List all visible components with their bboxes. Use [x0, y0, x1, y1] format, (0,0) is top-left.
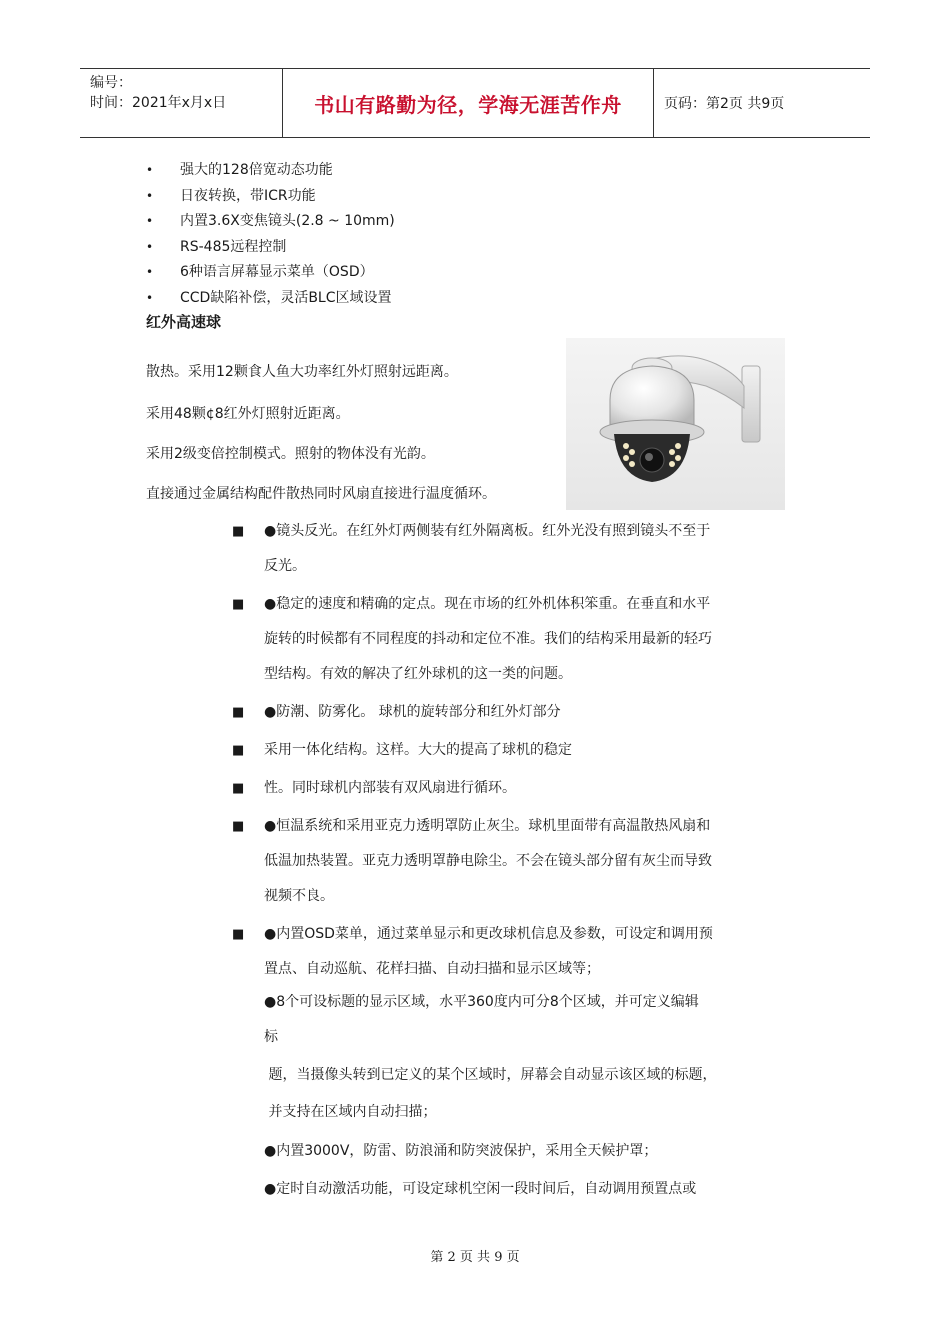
square-bullet-icon: ■ [232, 819, 245, 834]
header-motto: 书山有路勤为径，学海无涯苦作舟 [282, 69, 654, 137]
square-bullet-icon: ■ [232, 597, 245, 612]
text-line: ●8个可设标题的显示区域，水平360度内可分8个区域，并可定义编辑 [264, 994, 699, 1010]
text-line: 标 [264, 1029, 278, 1045]
square-bullet-icon: ■ [232, 927, 245, 942]
list-item: ■ ●恒温系统和采用亚克力透明罩防止灰尘。球机里面带有高温散热风扇和 低温加热装置。亚克力透明罩静电除尘。不会在镜头部分留有灰尘而导致 视频不良。 [232, 809, 822, 914]
list-item: ■ ●内置OSD菜单，通过菜单显示和更改球机信息及参数，可设定和调用预 置点、自动巡航、花样扫描、自动扫描和显示区域等； [232, 917, 822, 987]
list-item: ■ ●防潮、防雾化。 球机的旋转部分和红外灯部分 [232, 695, 822, 730]
paragraph: 采用48颗¢8红外灯照射近距离。 [146, 406, 350, 422]
square-bullet-icon: ■ [232, 781, 245, 796]
feature-detail-list [232, 514, 822, 990]
list-item: ■ 采用一体化结构。这样。大大的提高了球机的稳定 [232, 733, 822, 768]
date-label: 时间：2021年x月x日 [90, 95, 227, 111]
feature-item: • RS-485远程控制 [146, 235, 395, 261]
paragraph: 直接通过金属结构配件散热同时风扇直接进行温度循环。 [146, 486, 496, 502]
bullet-dot-icon: • [146, 239, 154, 254]
bullet-dot-icon: • [146, 214, 154, 228]
section-title: 红外高速球 [146, 313, 222, 331]
page-footer: 第 2 页 共 9 页 [430, 1250, 520, 1265]
feature-item: • 内置3.6X变焦镜头(2.8 ~ 10mm) [146, 209, 395, 235]
paragraph: 散热。采用12颗食人鱼大功率红外灯照射远距离。 [146, 364, 458, 380]
header-meta [80, 69, 282, 137]
header-page-info: 页码：第2页 共9页 [664, 96, 785, 112]
text-line: 题，当摄像头转到已定义的某个区域时，屏幕会自动显示该区域的标题， [264, 1067, 717, 1083]
bullet-dot-icon: • [146, 265, 154, 279]
text-line: ●内置3000V，防雷、防浪涌和防突波保护，采用全天候护罩； [264, 1143, 658, 1159]
paragraph: 采用2级变倍控制模式。照射的物体没有光韵。 [146, 446, 435, 462]
list-item: ■ ●稳定的速度和精确的定点。现在市场的红外机体积笨重。在垂直和水平 旋转的时候都有不同程度的抖动和定位不准。我们的结构采用最新的轻巧 型结构。有效的解决了红外球机的这一类的问题。 [232, 587, 822, 692]
bullet-dot-icon: • [146, 163, 154, 177]
number-label: 编号： [90, 75, 132, 91]
square-bullet-icon: ■ [232, 743, 245, 758]
feature-item: • 日夜转换，带ICR功能 [146, 184, 395, 210]
feature-list [146, 158, 395, 311]
text-line: 并支持在区域内自动扫描； [264, 1104, 437, 1120]
bullet-dot-icon: • [146, 188, 154, 203]
square-bullet-icon: ■ [232, 705, 245, 720]
text-line: ●定时自动激活功能，可设定球机空闲一段时间后，自动调用预置点或 [264, 1181, 697, 1197]
list-item: ■ 性。同时球机内部装有双风扇进行循环。 [232, 771, 822, 806]
list-item: ■ ●镜头反光。在红外灯两侧装有红外隔离板。红外光没有照到镜头不至于 反光。 [232, 514, 822, 584]
ir-speed-dome-camera-image [566, 338, 785, 510]
feature-item: • 6种语言屏幕显示菜单（OSD） [146, 260, 395, 286]
bullet-dot-icon: • [146, 290, 154, 305]
page-header [80, 68, 870, 138]
feature-item: • CCD缺陷补偿，灵活BLC区域设置 [146, 286, 395, 312]
square-bullet-icon: ■ [232, 524, 245, 539]
feature-item: • 强大的128倍宽动态功能 [146, 158, 395, 184]
